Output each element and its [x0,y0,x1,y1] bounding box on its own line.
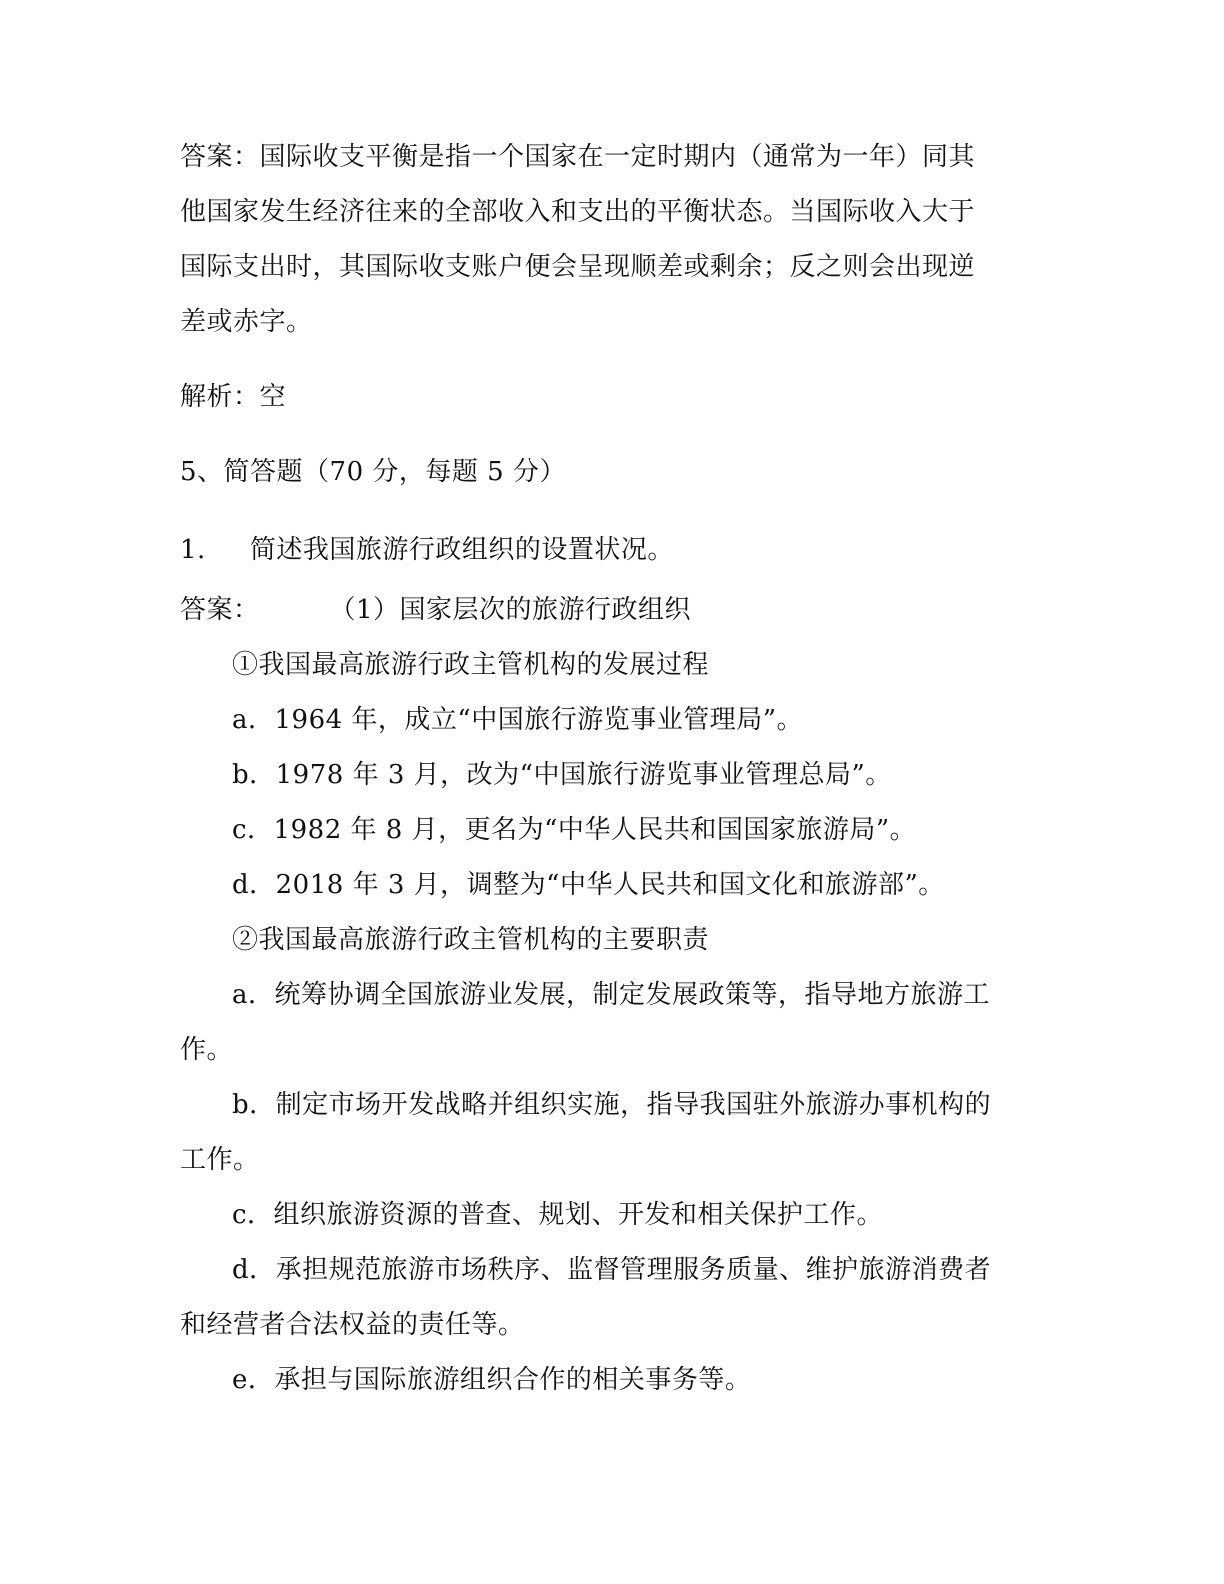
answer-line-14: e．承担与国际旅游组织合作的相关事务等。 [232,1365,752,1395]
answer-label: 答案： [180,595,260,625]
question-text: 简述我国旅游行政组织的设置状况。 [249,535,674,565]
answer-line-5: d．2018 年 3 月，调整为“中华人民共和国文化和旅游部”。 [232,870,945,900]
answer-line-10: 工作。 [180,1145,260,1175]
answer-prev-line-4: 差或赤字。 [180,307,313,337]
answer-line-2: a．1964 年，成立“中国旅行游览事业管理局”。 [232,705,804,735]
answer-prev-line-1: 答案：国际收支平衡是指一个国家在一定时期内（通常为一年）同其 [180,142,976,172]
answer-line-12: d．承担规范旅游市场秩序、监督管理服务质量、维护旅游消费者 [232,1255,992,1285]
analysis-prev: 解析：空 [180,382,287,412]
question-number: 1. [180,535,206,565]
answer-prev-line-3: 国际支出时，其国际收支账户便会呈现顺差或剩余；反之则会出现逆 [180,252,976,282]
answer-prev-line-2: 他国家发生经济往来的全部收入和支出的平衡状态。当国际收入大于 [180,197,976,227]
answer-line-1: ①我国最高旅游行政主管机构的发展过程 [232,650,710,680]
answer-line-9: b．制定市场开发战略并组织实施，指导我国驻外旅游办事机构的 [232,1090,992,1120]
answer-line-8: 作。 [180,1035,234,1065]
answer-line-7: a．统筹协调全国旅游业发展，制定发展政策等，指导地方旅游工 [232,980,991,1010]
question-1 [180,533,674,567]
answer-line-4: c．1982 年 8 月，更名为“中华人民共和国国家旅游局”。 [232,815,917,845]
answer-line-6: ②我国最高旅游行政主管机构的主要职责 [232,925,710,955]
answer-header [180,593,691,627]
section-heading: 5、简答题（70 分，每题 5 分） [180,457,566,487]
answer-line-3: b．1978 年 3 月，改为“中国旅行游览事业管理总局”。 [232,760,892,790]
answer-first-point: （1）国家层次的旅游行政组织 [329,595,692,625]
answer-line-13: 和经营者合法权益的责任等。 [180,1310,525,1340]
answer-line-11: c．组织旅游资源的普查、规划、开发和相关保护工作。 [232,1200,884,1230]
